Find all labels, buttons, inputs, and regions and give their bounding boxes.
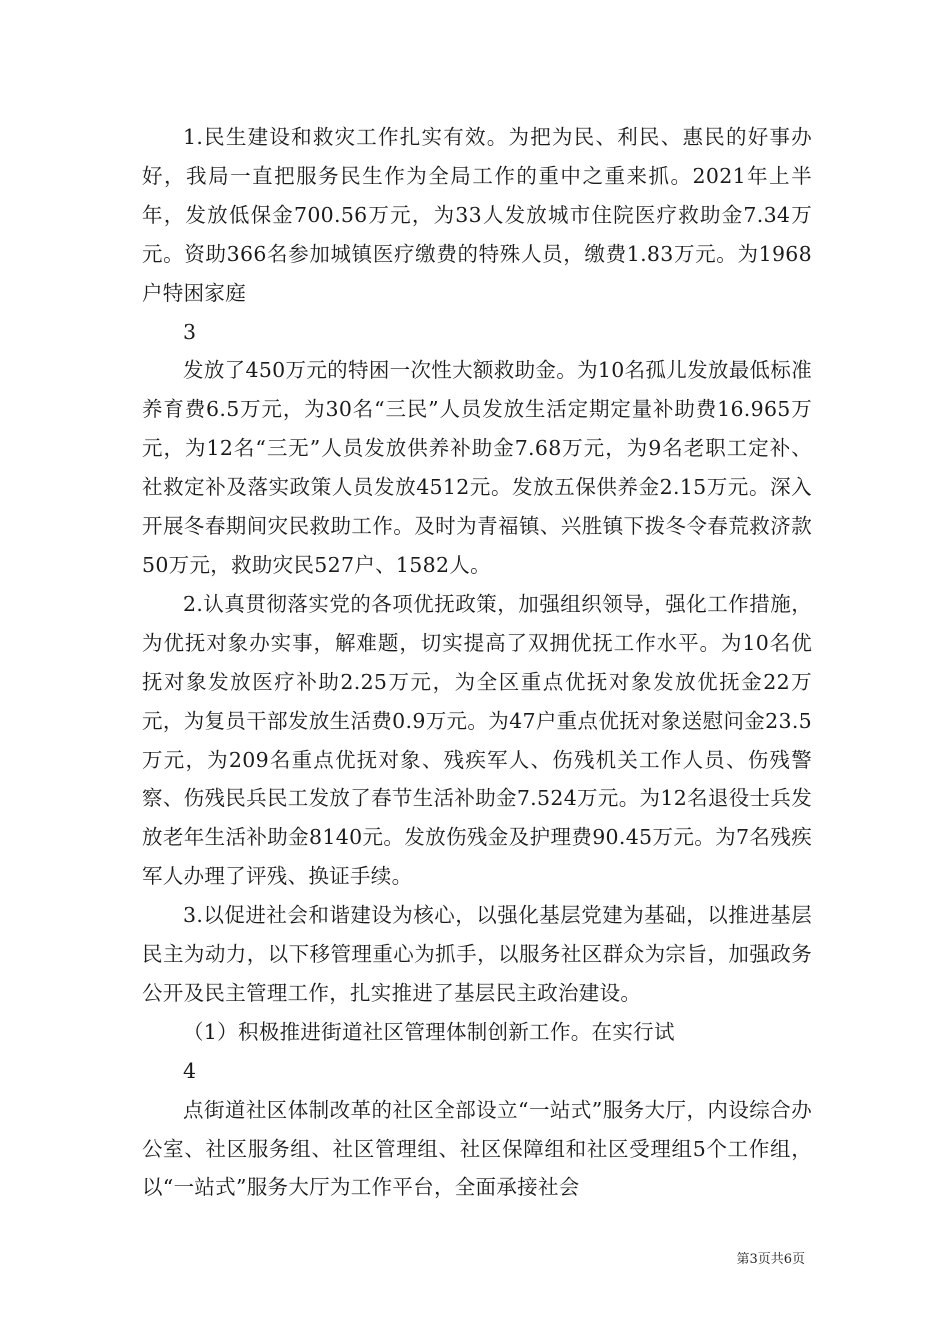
paragraph-5: （1）积极推进街道社区管理体制创新工作。在实行试 [183,1019,675,1044]
paragraph-1: 1.民生建设和救灾工作扎实有效。为把为民、利民、惠民的好事办好，我局一直把服务民生作为全局工作的重中之重来抓。2021年上半年，发放低保金700.56万元，为33人发放城市住院医疗救助金7.34万元。资助366名参加城镇医疗缴费的特殊人员，缴费1.83万元。为1968户特困家庭 [142,125,812,305]
source-page-number: 3 [183,319,197,344]
paragraph-4: 3.以促进社会和谐建设为核心，以强化基层党建为基础，以推进基层民主为动力，以下移管理重心为抓手，以服务社区群众为宗旨，加强政务公开及民主管理工作，扎实推进了基层民主政治建设。 [142,903,812,1005]
page-footer: 第3页共6页 [736,1252,805,1267]
document-body [142,118,812,1207]
source-page-number: 4 [183,1058,197,1083]
paragraph-3: 2.认真贯彻落实党的各项优抚政策，加强组织领导，强化工作措施，为优抚对象办实事，解难题，切实提高了双拥优抚工作水平。为10名优抚对象发放医疗补助2.25万元，为全区重点优抚对象发放优抚金22万元，为复员干部发放生活费0.9万元。为47户重点优抚对象送慰问金23.5万元，为209名重点优抚对象、残疾军人、伤残机关工作人员、伤残警察、伤残民兵民工发放了春节生活补助金7.524万元。为12名退役士兵发放老年生活补助金8140元。发放伤残金及护理费90.45万元。为7名残疾军人办理了评残、换证手续。 [142,591,812,889]
paragraph-2: 发放了450万元的特困一次性大额救助金。为10名孤儿发放最低标准养育费6.5万元，为30名“三民”人员发放生活定期定量补助费16.965万元，为12名“三无”人员发放供养补助金7.68万元，为9名老职工定补、社救定补及落实政策人员发放4512元。发放五保供养金2.15万元。深入开展冬春期间灾民救助工作。及时为青福镇、兴胜镇下拨冬令春荒救济款50万元，救助灾民527户、1582人。 [142,358,812,577]
paragraph-6: 点街道社区体制改革的社区全部设立“一站式”服务大厅，内设综合办公室、社区服务组、社区管理组、社区保障组和社区受理组5个工作组，以“一站式”服务大厅为工作平台，全面承接社会 [142,1097,812,1200]
